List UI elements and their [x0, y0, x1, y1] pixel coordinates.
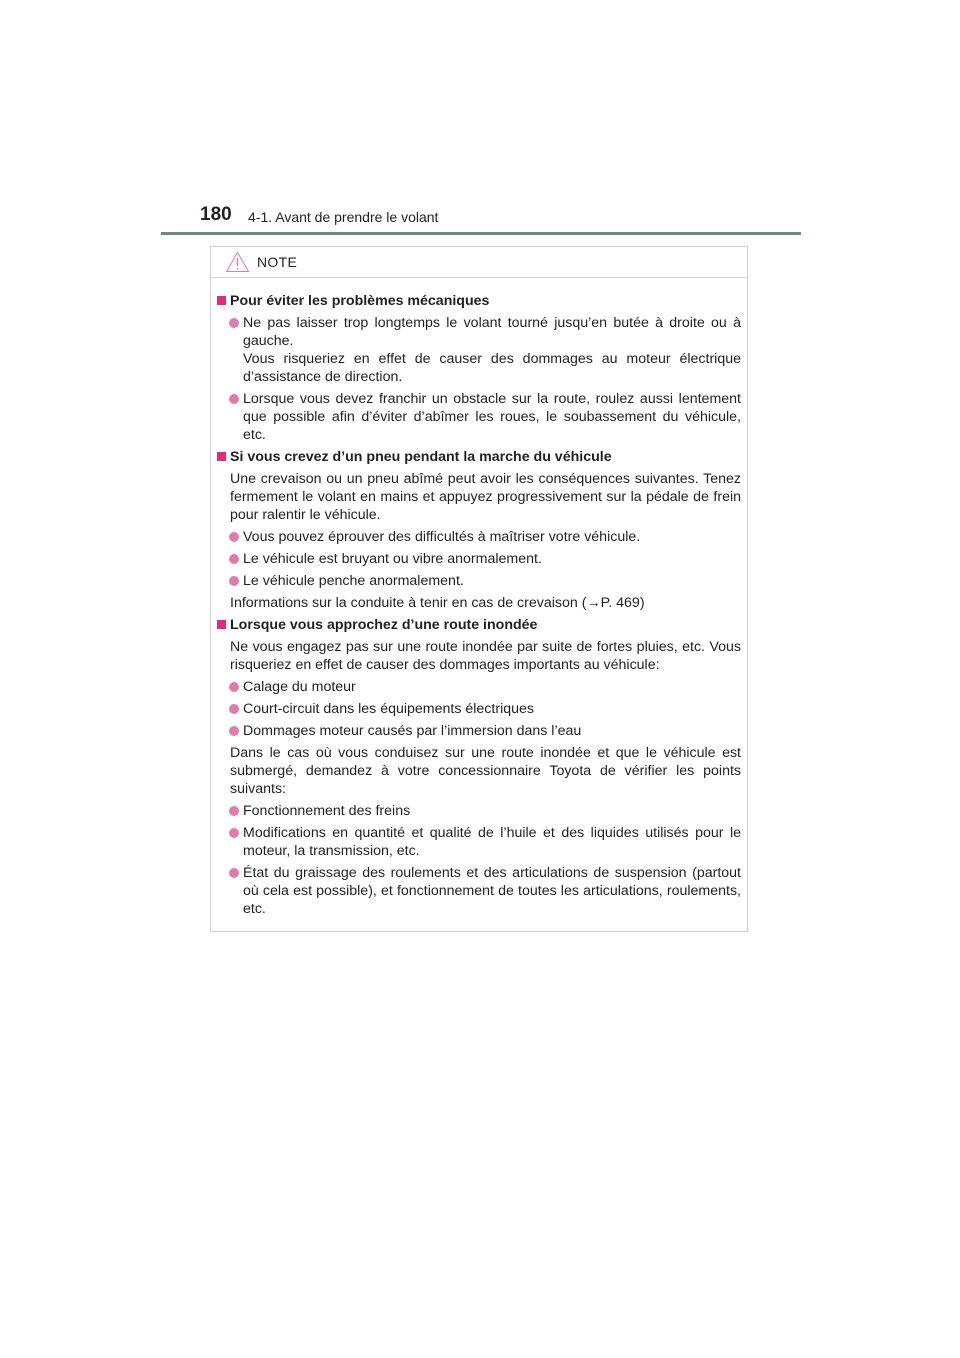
list-item [229, 314, 741, 386]
list-item-text: Modifications en quantité et qualité de l’huile et des liquides utilisés pour le moteur, la transmission, etc. [243, 825, 741, 859]
note-body [211, 278, 747, 918]
list-item-text: Ne pas laisser trop longtemps le volant tourné jusqu’en butée à droite ou à gauche. Vous risqueriez en effet de causer des dommages au moteur électrique d’assistance de direction. [243, 315, 741, 385]
list-item [229, 572, 741, 590]
section-title: 4-1. Avant de prendre le volant [248, 209, 439, 225]
note-box [210, 246, 748, 932]
section-heading [217, 292, 741, 310]
list-item-text: Vous pouvez éprouver des difficultés à maîtriser votre véhicule. [243, 529, 641, 545]
square-bullet-icon [217, 452, 226, 461]
page-reference: Informations sur la conduite à tenir en cas de crevaison (→P. 469) [230, 595, 645, 611]
circle-bullet-icon [229, 394, 239, 404]
square-bullet-icon [217, 296, 226, 305]
list-item-text: État du graissage des roulements et des articulations de suspension (partout où cela est possible), et fonctionnement de toutes les articulations, roulements, etc. [243, 865, 741, 917]
list-item [229, 864, 741, 918]
list-item [229, 802, 741, 820]
list-item-text: Dommages moteur causés par l’immersion dans l’eau [243, 723, 582, 739]
list-item [229, 722, 741, 740]
list-item-text: Calage du moteur [243, 679, 356, 695]
heading-text: Si vous crevez d’un pneu pendant la marche du véhicule [230, 449, 612, 465]
paragraph: Ne vous engagez pas sur une route inondée par suite de fortes pluies, etc. Vous risqueriez en effet de causer des dommages importants au véhicule: [230, 639, 741, 673]
header-rule [161, 232, 801, 235]
circle-bullet-icon [229, 682, 239, 692]
paragraph: Dans le cas où vous conduisez sur une route inondée et que le véhicule est submergé, demandez à votre concessionnaire Toyota de vérifier les points suivants: [230, 745, 741, 797]
section-heading [217, 448, 741, 466]
list-item [229, 390, 741, 444]
list-item-text: Fonctionnement des freins [243, 803, 411, 819]
paragraph: Une crevaison ou un pneu abîmé peut avoir les conséquences suivantes. Tenez fermement le volant en mains et appuyez progressivement sur la pédale de frein pour ralentir le véhicule. [230, 471, 741, 523]
circle-bullet-icon [229, 704, 239, 714]
circle-bullet-icon [229, 576, 239, 586]
list-item [229, 700, 741, 718]
list-item-text: Le véhicule penche anormalement. [243, 573, 464, 589]
heading-text: Pour éviter les problèmes mécaniques [230, 293, 490, 309]
circle-bullet-icon [229, 532, 239, 542]
heading-text: Lorsque vous approchez d’une route inondée [230, 617, 538, 633]
circle-bullet-icon [229, 868, 239, 878]
note-label: NOTE [257, 254, 298, 270]
list-item-text: Lorsque vous devez franchir un obstacle sur la route, roulez aussi lentement que possible afin d’éviter d’abîmer les roues, le soubassement du véhicule, etc. [243, 391, 741, 443]
square-bullet-icon [217, 620, 226, 629]
circle-bullet-icon [229, 318, 239, 328]
page-number: 180 [200, 204, 232, 225]
list-item [229, 528, 741, 546]
list-item [229, 678, 741, 696]
circle-bullet-icon [229, 554, 239, 564]
circle-bullet-icon [229, 806, 239, 816]
list-item-text: Court-circuit dans les équipements électriques [243, 701, 534, 717]
circle-bullet-icon [229, 828, 239, 838]
circle-bullet-icon [229, 726, 239, 736]
list-item-text: Le véhicule est bruyant ou vibre anormalement. [243, 551, 542, 567]
warning-triangle-icon [225, 251, 250, 273]
section-heading [217, 616, 741, 634]
list-item [229, 550, 741, 568]
list-item [229, 824, 741, 860]
note-header [211, 247, 747, 278]
